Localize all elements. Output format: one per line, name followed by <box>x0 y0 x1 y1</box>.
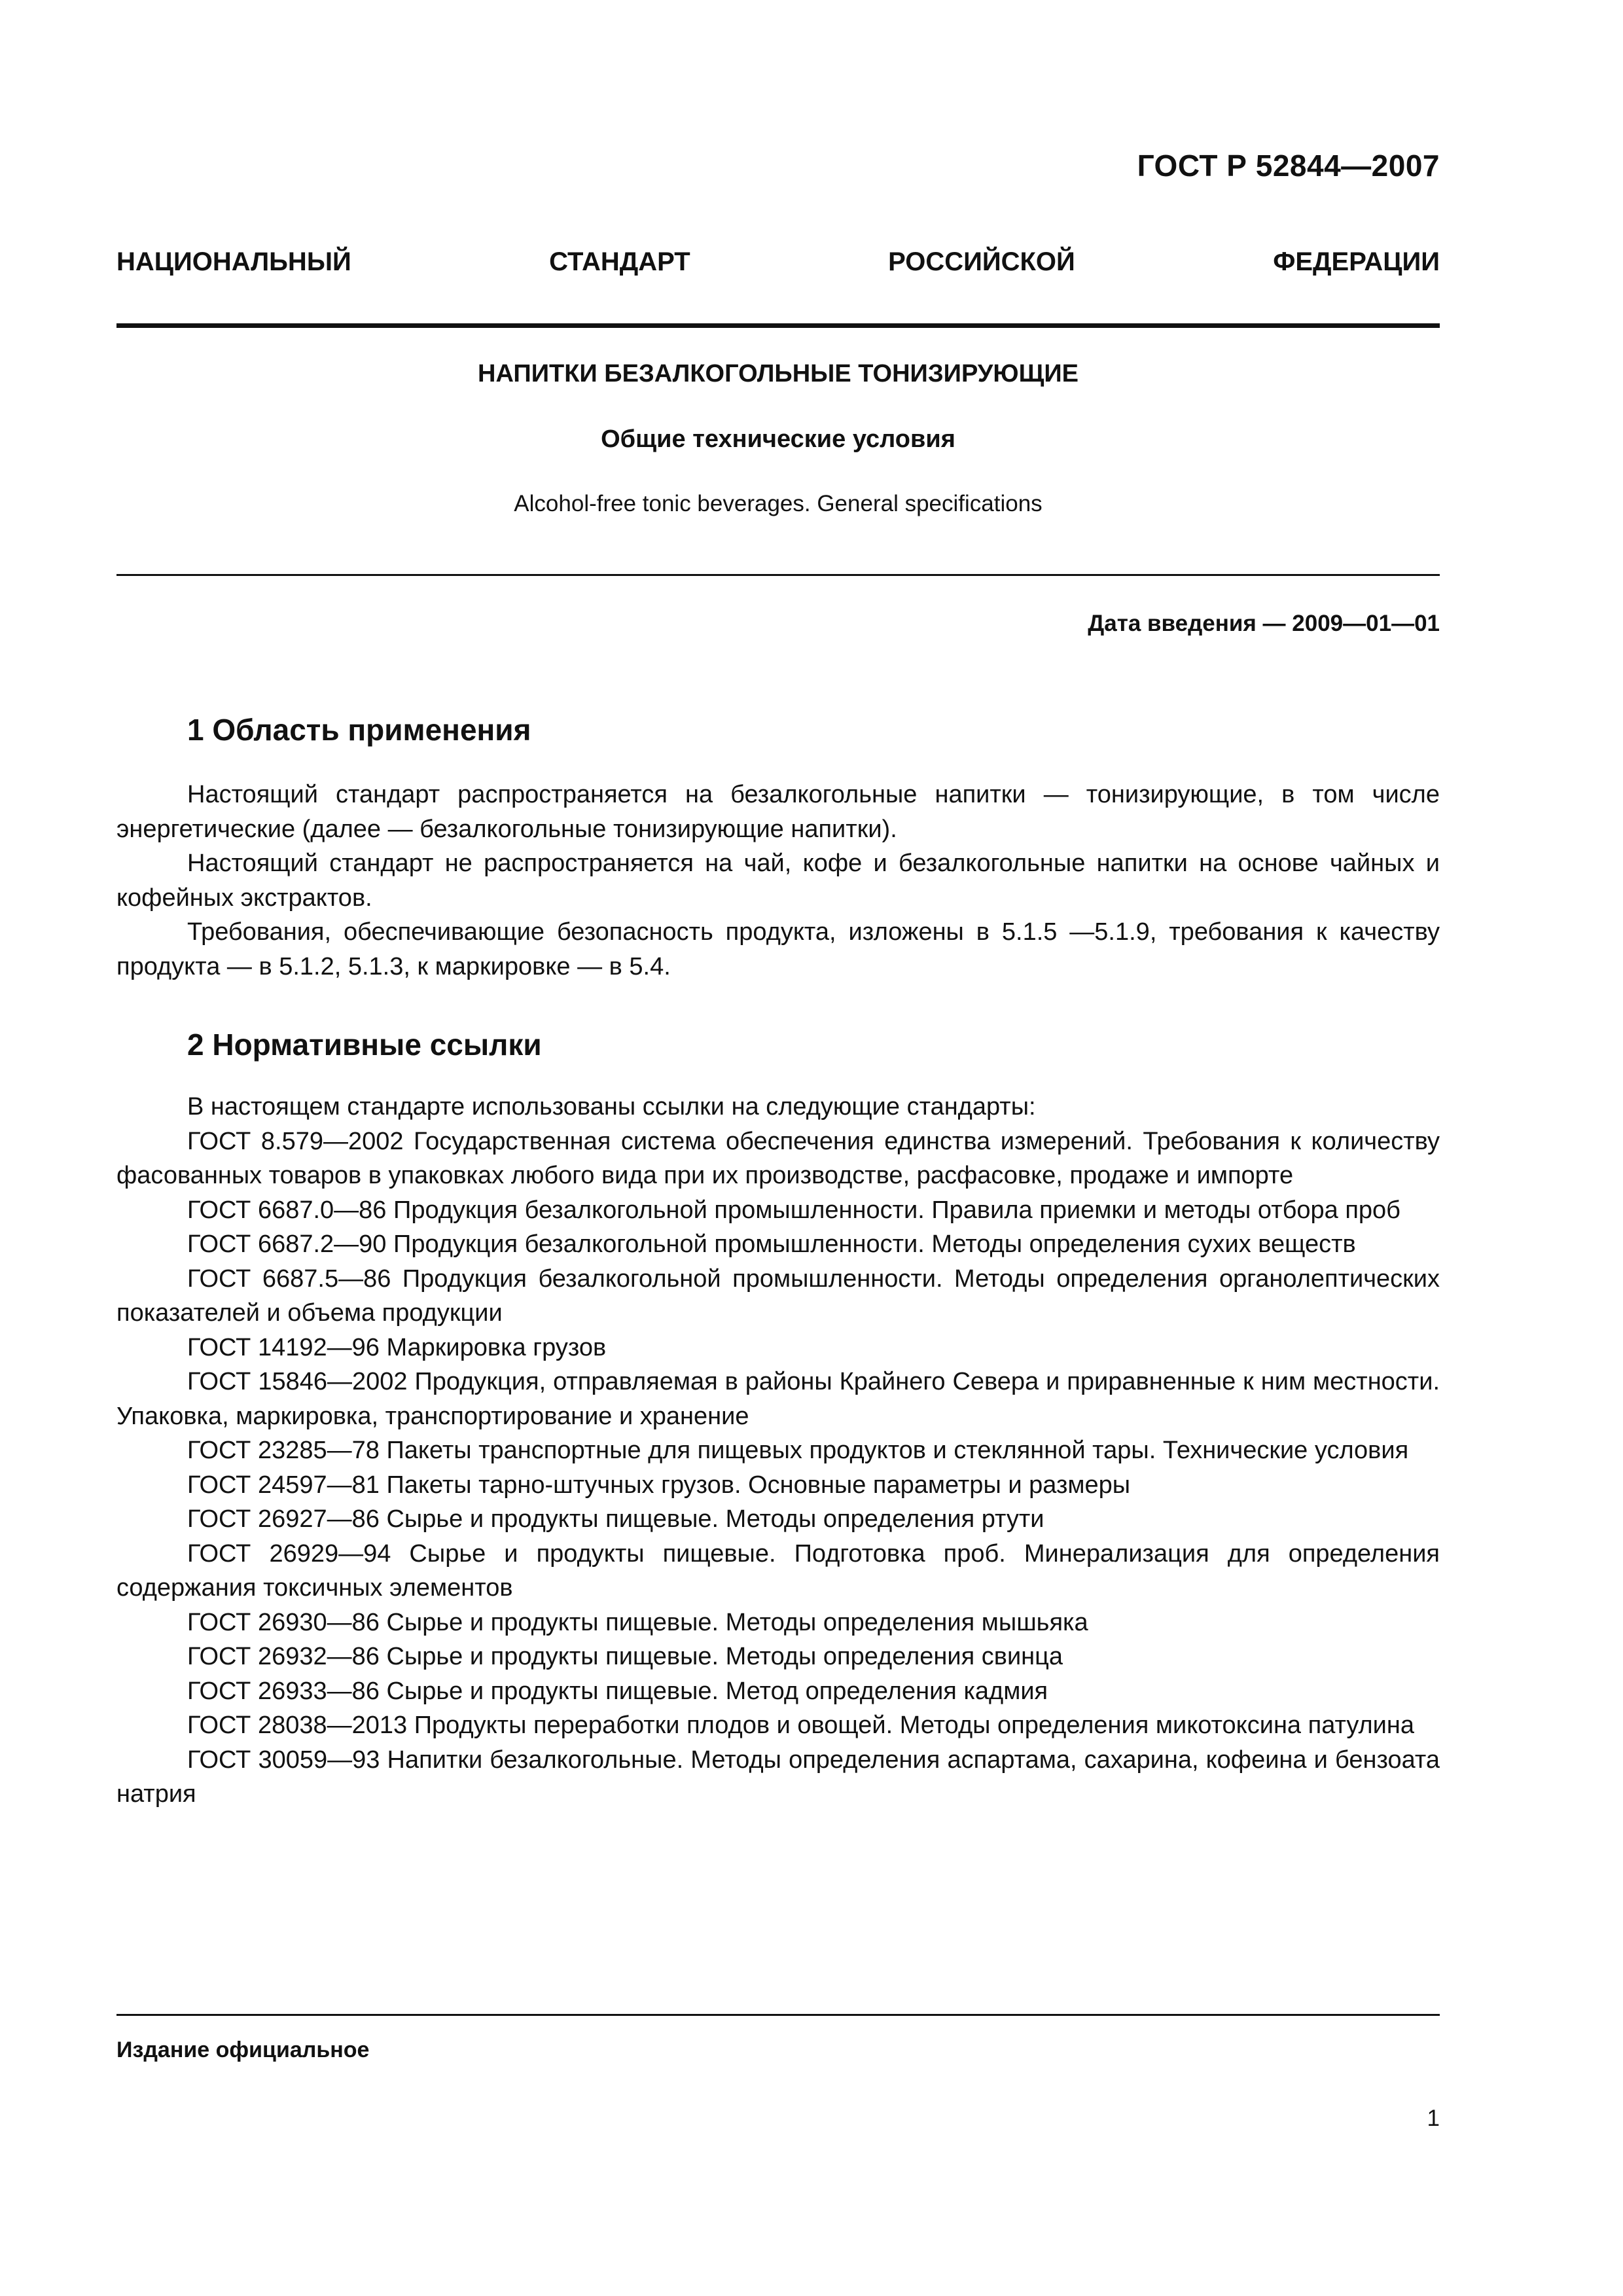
document-title-english: Alcohol-free tonic beverages. General specifications <box>514 491 1043 516</box>
reference-item: ГОСТ 24597—81 Пакеты тарно-штучных грузов. Основные параметры и размеры <box>187 1471 1131 1499</box>
reference-item: ГОСТ 26932—86 Сырье и продукты пищевые. Методы определения свинца <box>187 1643 1063 1670</box>
header-divider <box>116 323 1440 328</box>
reference-item: ГОСТ 26933—86 Сырье и продукты пищевые. Метод определения кадмия <box>187 1677 1048 1705</box>
reference-item: ГОСТ 30059—93 Напитки безалкогольные. Методы определения аспартама, сахарина, кофеина и бензоата натрия <box>116 1746 1440 1808</box>
reference-item: ГОСТ 8.579—2002 Государственная система обеспечения единства измерений. Требования к количеству фасованных товаров в упаковках любого вида при их производстве, расфасовке, продаже и импорте <box>116 1127 1440 1189</box>
introduction-date: Дата введения — 2009—01—01 <box>1088 611 1440 636</box>
reference-item: ГОСТ 26927—86 Сырье и продукты пищевые. Методы определения ртути <box>187 1505 1044 1533</box>
reference-item: ГОСТ 6687.2—90 Продукция безалкогольной промышленности. Методы определения сухих веществ <box>187 1230 1356 1258</box>
document-number: ГОСТ Р 52844—2007 <box>1137 149 1440 183</box>
reference-item: ГОСТ 6687.0—86 Продукция безалкогольной промышленности. Правила приемки и методы отбора проб <box>187 1196 1400 1224</box>
banner-word: НАЦИОНАЛЬНЫЙ <box>116 247 351 276</box>
reference-item: ГОСТ 23285—78 Пакеты транспортные для пищевых продуктов и стеклянной тары. Технические условия <box>187 1437 1409 1464</box>
section-heading-scope: 1 Область применения <box>187 713 531 747</box>
reference-item: ГОСТ 15846—2002 Продукция, отправляемая в районы Крайнего Севера и приравненные к ним местности. Упаковка, маркировка, транспортирование и хранение <box>116 1368 1440 1430</box>
reference-item: ГОСТ 14192—96 Маркировка грузов <box>187 1333 607 1361</box>
section-body-references <box>116 1090 1440 1812</box>
section-body-scope <box>116 778 1440 984</box>
banner-word: ФЕДЕРАЦИИ <box>1273 247 1440 276</box>
paragraph: Настоящий стандарт не распространяется на чай, кофе и безалкогольные напитки на основе чайных и кофейных экстрактов. <box>116 850 1440 912</box>
banner-word: СТАНДАРТ <box>549 247 690 276</box>
reference-item: ГОСТ 26930—86 Сырье и продукты пищевые. Методы определения мышьяка <box>187 1608 1088 1636</box>
paragraph: Настоящий стандарт распространяется на безалкогольные напитки — тонизирующие, в том числе энергетические (далее — безалкогольные тонизирующие напитки). <box>116 781 1440 843</box>
footer-divider <box>116 2014 1440 2016</box>
official-edition-label: Издание официальное <box>116 2037 370 2062</box>
section-heading-references: 2 Нормативные ссылки <box>187 1028 542 1062</box>
reference-item: ГОСТ 26929—94 Сырье и продукты пищевые. Подготовка проб. Минерализация для определения содержания токсичных элементов <box>116 1539 1440 1602</box>
paragraph: Требования, обеспечивающие безопасность продукта, изложены в 5.1.5 —5.1.9, требования к качеству продукта — в 5.1.2, 5.1.3, к маркировке — в 5.4. <box>116 918 1440 980</box>
national-standard-banner <box>116 247 1440 277</box>
document-title: НАПИТКИ БЕЗАЛКОГОЛЬНЫЕ ТОНИЗИРУЮЩИЕ <box>478 360 1079 387</box>
paragraph: В настоящем стандарте использованы ссылки на следующие стандарты: <box>187 1093 1036 1121</box>
page-number: 1 <box>1427 2106 1440 2131</box>
banner-word: РОССИЙСКОЙ <box>888 247 1075 276</box>
reference-item: ГОСТ 6687.5—86 Продукция безалкогольной промышленности. Методы определения органолептических показателей и объема продукции <box>116 1265 1440 1327</box>
document-subtitle: Общие технические условия <box>601 425 955 453</box>
title-divider <box>116 574 1440 576</box>
reference-item: ГОСТ 28038—2013 Продукты переработки плодов и овощей. Методы определения микотоксина патулина <box>187 1712 1415 1739</box>
